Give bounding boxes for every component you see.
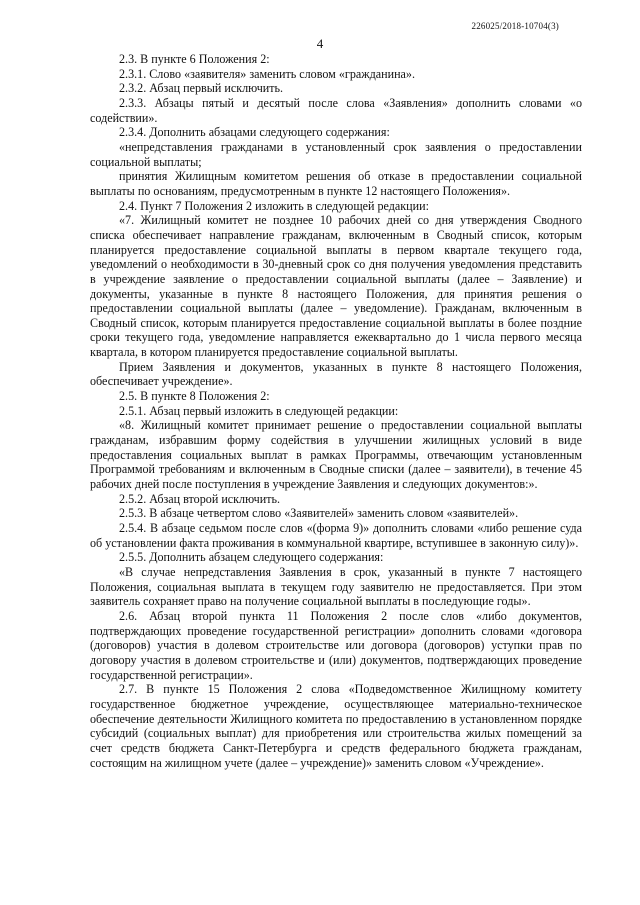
paragraph: «непредставления гражданами в установленный срок заявления о предоставлении социальной выплаты; (90, 139, 582, 169)
paragraph: 2.3.2. Абзац первый исключить. (119, 81, 284, 96)
document-body (90, 52, 582, 770)
page-number: 4 (316, 36, 324, 51)
paragraph: 2.4. Пункт 7 Положения 2 изложить в следующей редакции: (119, 198, 429, 213)
paragraph: 2.5.1. Абзац первый изложить в следующей редакции: (119, 403, 399, 418)
paragraph: 2.5.4. В абзаце седьмом после слов «(форма 9)» дополнить словами «либо решение суда об установлении факта проживания в коммунальной квартире, вступившее в законную силу)». (90, 521, 582, 550)
paragraph: 2.5.5. Дополнить абзацем следующего содержания: (119, 550, 384, 565)
paragraph: 2.3. В пункте 6 Положения 2: (119, 52, 270, 66)
paragraph: 2.6. Абзац второй пункта 11 Положения 2 после слов «либо документов, подтверждающих проведение государственной регистрации» дополнить словами «договора (договоров) участия в долевом строительстве или договора (договоров) уступки прав по договору участия в долевом строительстве и (или) документов, подтверждающих проведение государственной регистрации». (90, 608, 582, 682)
paragraph: принятия Жилищным комитетом решения об отказе в предоставлении социальной выплаты по основаниям, предусмотренным в пункте 12 настоящего Положения». (90, 169, 582, 198)
document-id: 226025/2018-10704(3) (471, 21, 559, 31)
paragraph: «7. Жилищный комитет не позднее 10 рабочих дней со дня утверждения Сводного списка обеспечивает направление гражданам, включенным в Сводный список, которым планируется предоставление социальной выплаты в первом квартале текущего года, уведомлений о необходимости в 30-дневный срок со дня получения уведомления представить в учреждение заявление о предоставлении социальной выплаты (далее – Заявление) и документы, указанные в пункте 8 настоящего Положения, для принятия решения о предоставлении социальной выплаты (далее – уведомление). Гражданам, включенным в Сводный список, которым планируется предоставление социальной выплаты в более поздние сроки текущего года, уведомление направляется ежеквартально до 1 числа первого месяца квартала, в котором планируется предоставление социальной выплаты. (90, 213, 582, 360)
paragraph: 2.5.3. В абзаце четвертом слово «Заявителей» заменить словом «заявителей». (119, 506, 519, 521)
paragraph: 2.5.2. Абзац второй исключить. (119, 491, 281, 506)
paragraph: 2.3.3. Абзацы пятый и десятый после слова «Заявления» дополнить словами «о содействии». (90, 95, 582, 125)
paragraph: 2.5. В пункте 8 Положения 2: (119, 389, 270, 404)
paragraph: Прием Заявления и документов, указанных в пункте 8 настоящего Положения, обеспечивает учреждение». (90, 359, 582, 389)
paragraph: 2.3.4. Дополнить абзацами следующего содержания: (119, 125, 390, 140)
paragraph: «В случае непредставления Заявления в срок, указанный в пункте 7 настоящего Положения, социальная выплата в текущем году заявителю не предоставляется. При этом заявитель сохраняет право на получение социальной выплаты в последующие годы». (90, 564, 582, 609)
paragraph: 2.7. В пункте 15 Положения 2 слова «Подведомственное Жилищному комитету государственное бюджетное учреждение, осуществляющее материально-техническое обеспечение деятельности Жилищного комитета по предоставлению в установленном порядке субсидий (социальных выплат) для приобретения или строительства жилых помещений за счет средств бюджета Санкт-Петербурга и средств федерального бюджета гражданам, состоящим на жилищном учете (далее – учреждение)» заменить словом «Учреждение». (90, 682, 582, 770)
paragraph: «8. Жилищный комитет принимает решение о предоставлении социальной выплаты гражданам, избравшим форму содействия в улучшении жилищных условий в виде предоставления социальных выплат в рамках Программы, отвечающим установленным Программой требованиям и включенным в Сводные списки (далее – заявители), в течение 45 рабочих дней после поступления в учреждение Заявления и следующих документов:». (90, 418, 582, 492)
paragraph: 2.3.1. Слово «заявителя» заменить словом «гражданина». (119, 66, 415, 81)
